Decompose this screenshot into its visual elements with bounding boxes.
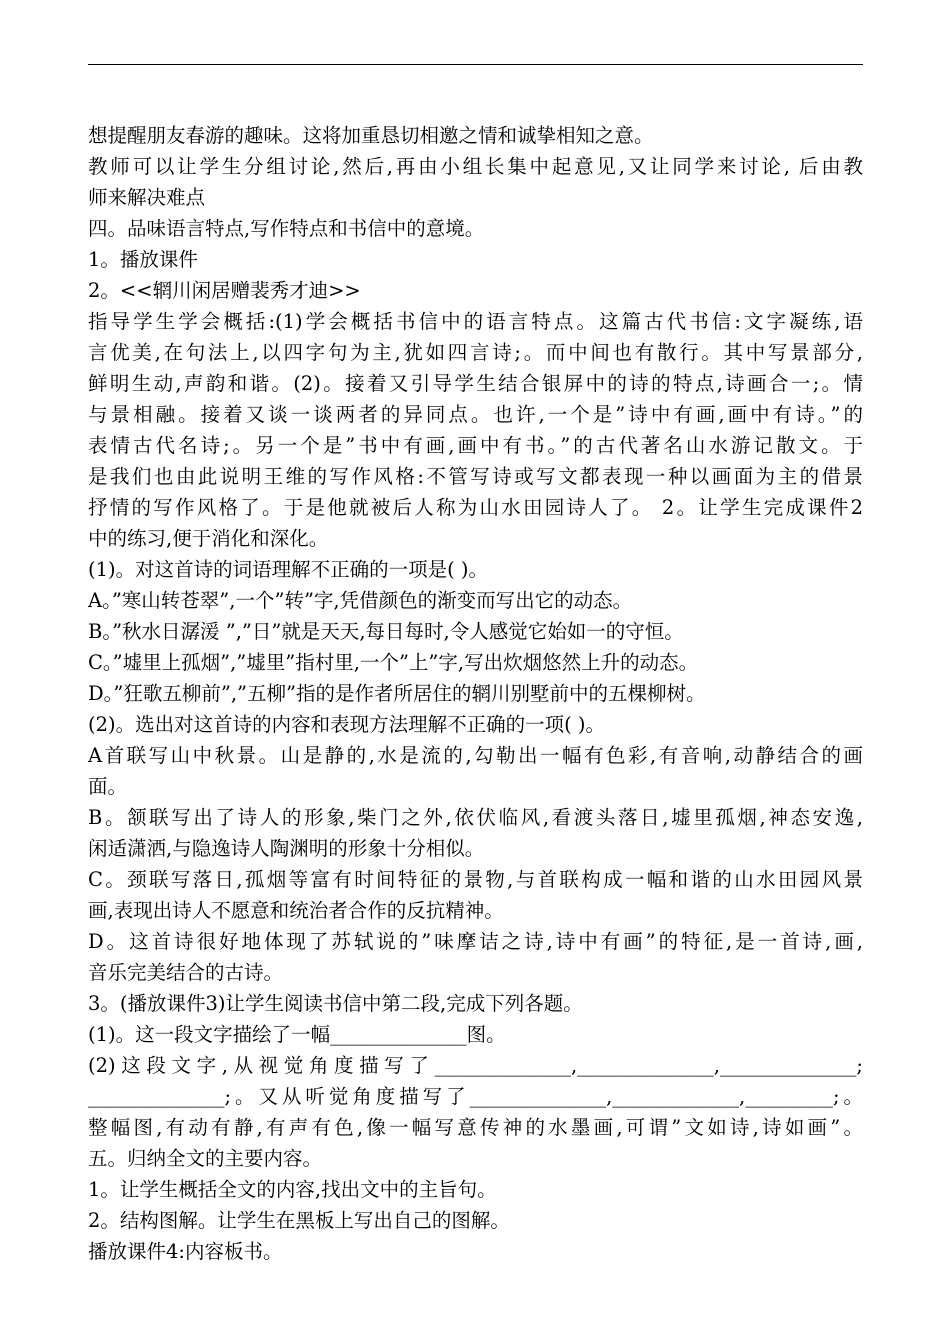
text-line: 言优美,在句法上,以四字句为主,犹如四言诗;。而中间也有散行。其中写景部分, (88, 341, 863, 364)
text-line: 面。 (88, 775, 128, 798)
text-line: 2。结构图解。让学生在黑板上写出自己的图解。 (88, 1209, 510, 1232)
text-line: A。”寒山转苍翠”,一个”转”字,凭借颜色的渐变而写出它的动态。 (88, 589, 633, 612)
text-line: 五。归纳全文的主要内容。 (88, 1147, 323, 1170)
text-line: 想提醒朋友春游的趣味。这将加重恳切相邀之情和诚挚相知之意。 (88, 124, 654, 147)
text-line: 中的练习,便于消化和深化。 (88, 527, 329, 550)
text-line: C。颈联写落日,孤烟等富有时间特征的景物,与首联构成一幅和谐的山水田园风景 (88, 868, 863, 891)
text-line: (1)。这一段文字描绘了一幅______________图。 (88, 1023, 506, 1046)
text-line: C。”墟里上孤烟”,”墟里”指村里,一个”上”字,写出炊烟悠然上升的动态。 (88, 651, 699, 674)
text-line: 师来解决难点 (88, 186, 206, 209)
text-line: 画,表现出诗人不愿意和统治者合作的反抗精神。 (88, 899, 504, 922)
text-line: 鲜明生动,声韵和谐。(2)。接着又引导学生结合银屏中的诗的特点,诗画合一;。情 (88, 372, 863, 395)
text-line: ______________;。又从听觉角度描写了______________,_____________,_________;。 (88, 1085, 863, 1108)
text-line: (2)。选出对这首诗的内容和表现方法理解不正确的一项( )。 (88, 713, 606, 736)
text-line: 1。让学生概括全文的内容,找出文中的主旨句。 (88, 1178, 497, 1201)
text-line: 教师可以让学生分组讨论,然后,再由小组长集中起意见,又让同学来讨论, 后由教 (88, 155, 863, 178)
text-line: 3。(播放课件3)让学生阅读书信中第二段,完成下列各题。 (88, 992, 583, 1015)
text-line: A首联写山中秋景。山是静的,水是流的,勾勒出一幅有色彩,有音响,动静结合的画 (88, 744, 863, 767)
text-line: 是我们也由此说明王维的写作风格:不管写诗或写文都表现一种以画面为主的借景 (88, 465, 863, 488)
text-line: B。颔联写出了诗人的形象,柴门之外,依伏临风,看渡头落日,墟里孤烟,神态安逸, (88, 806, 863, 829)
text-line: 音乐完美结合的古诗。 (88, 961, 284, 984)
text-line: B。”秋水日潺湲 ”,”日”就是天天,每日每时,令人感觉它始如一的守恒。 (88, 620, 684, 643)
text-line: 1。播放课件 (88, 248, 198, 271)
document-body (88, 120, 863, 1267)
text-line: 与景相融。接着又谈一谈两者的异同点。也许,一个是”诗中有画,画中有诗。”的 (88, 403, 863, 426)
text-line: 播放课件4:内容板书。 (88, 1240, 283, 1263)
text-line: 指导学生学会概括:(1)学会概括书信中的语言特点。这篇古代书信:文字凝练,语 (88, 310, 863, 333)
text-line: 闲适潇洒,与隐逸诗人陶渊明的形象十分相似。 (88, 837, 485, 860)
text-line: D。”狂歌五柳前”,”五柳”指的是作者所居住的辋川别墅前中的五棵柳树。 (88, 682, 706, 705)
text-line: 2。<<辋川闲居赠裴秀才迪>> (88, 279, 361, 302)
text-line: 四。品味语言特点,写作特点和书信中的意境。 (88, 217, 485, 240)
text-line: (1)。对这首诗的词语理解不正确的一项是( )。 (88, 558, 489, 581)
header-rule (88, 64, 863, 65)
text-line: D。这首诗很好地体现了苏轼说的”味摩诘之诗,诗中有画”的特征,是一首诗,画, (88, 930, 863, 953)
text-line: (2)这段文字,从视觉角度描写了______________,______________,______________; (88, 1054, 863, 1077)
text-line: 整幅图,有动有静,有声有色,像一幅写意传神的水墨画,可谓”文如诗,诗如画”。 (88, 1116, 863, 1139)
text-line: 抒情的写作风格了。于是他就被后人称为山水田园诗人了。 2。让学生完成课件2 (88, 496, 863, 519)
text-line: 表情古代名诗;。另一个是”书中有画,画中有书。”的古代著名山水游记散文。于 (88, 434, 863, 457)
